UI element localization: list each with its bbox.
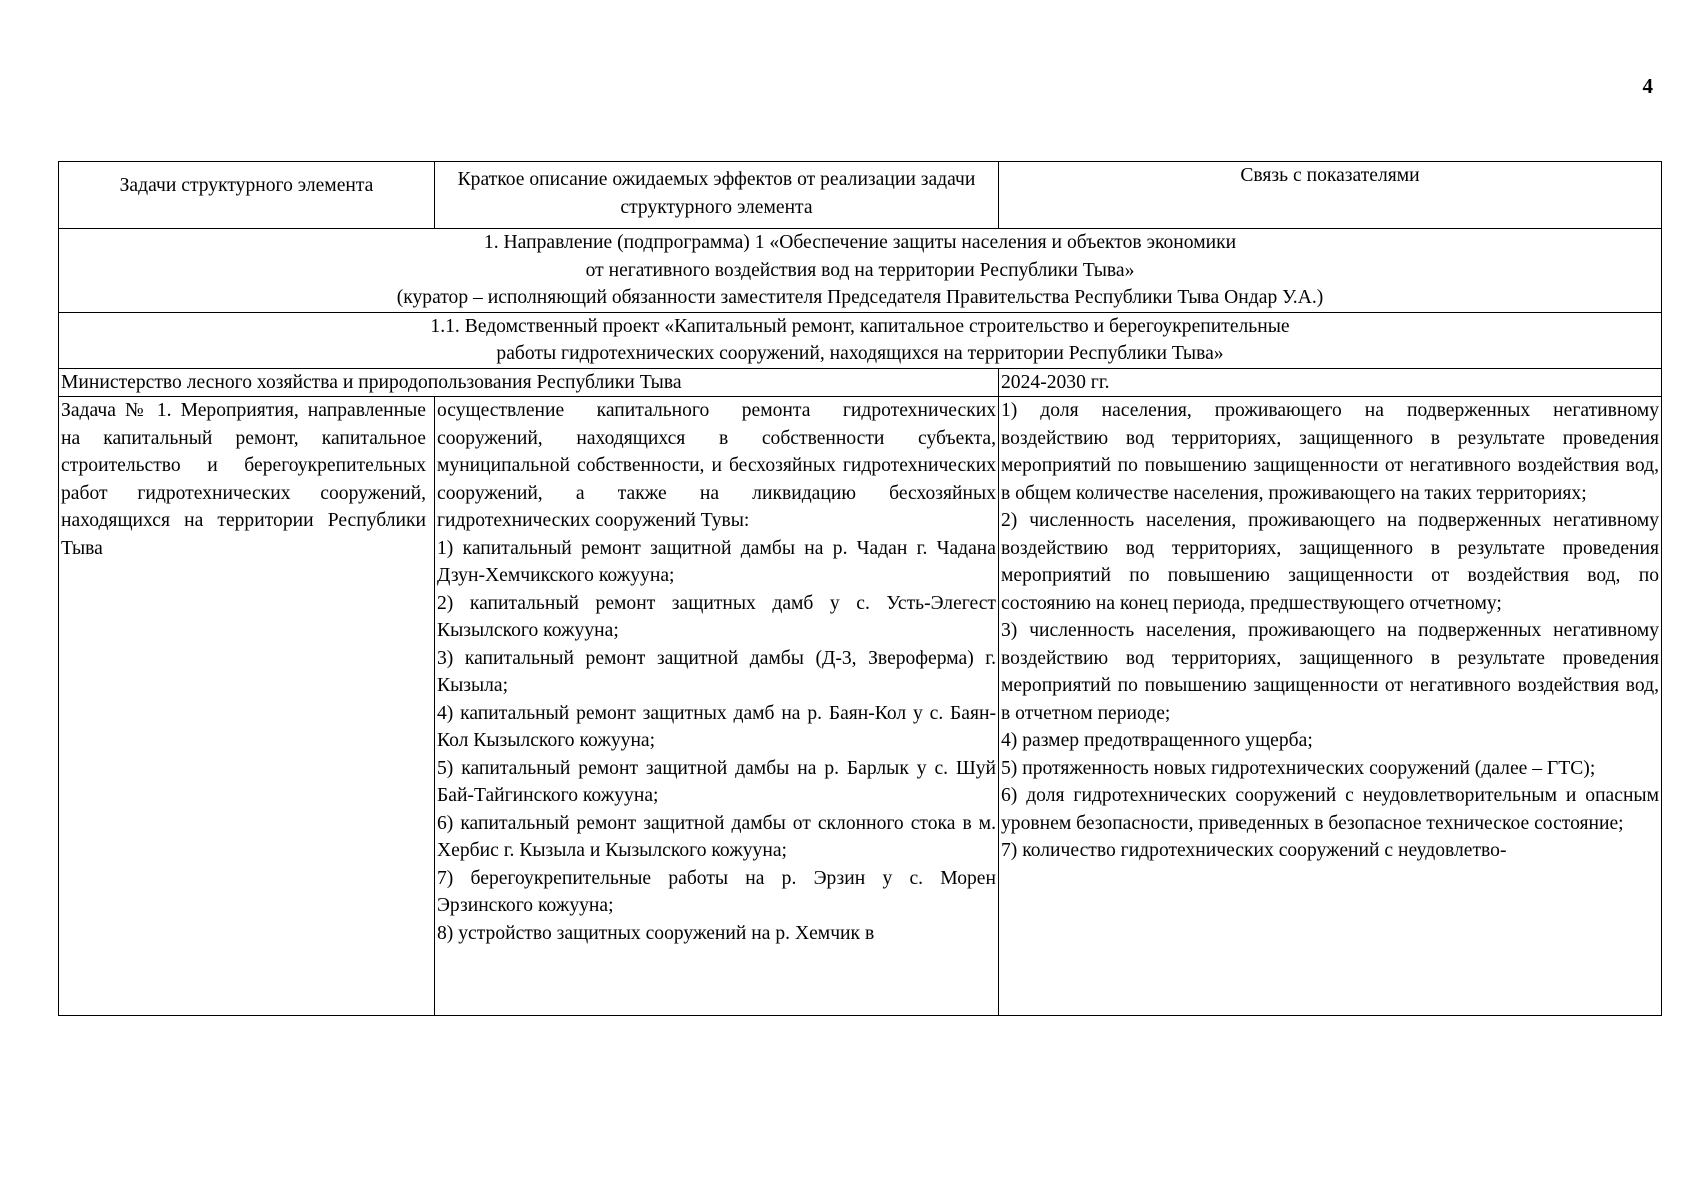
section-line-2: от негативного воздействия вод на территории Республики Тыва» xyxy=(585,259,1135,281)
effect-item: 5) капитальный ремонт защитной дамбы на р. Барлык у с. Шуй Бай-Тайгинского кожууна; xyxy=(437,757,996,806)
subsection-row xyxy=(59,312,1662,368)
effect-item: 2) капитальный ремонт защитных дамб у с. Усть-Элегест Кызылского кожууна; xyxy=(437,592,996,641)
indicator-item: 4) размер предотвращенного ущерба; xyxy=(1001,730,1313,751)
section-line-1: 1. Направление (подпрограмма) 1 «Обеспечение защиты населения и объектов экономики xyxy=(483,232,1237,253)
effect-item: 4) капитальный ремонт защитных дамб на р. Баян-Кол у с. Баян-Кол Кызылского кожууна; xyxy=(437,702,996,751)
subsection-title xyxy=(59,312,1662,368)
indicator-item: 3) численность населения, проживающего на подверженных негативному воздействию вод территориях, защищенного в результате проведения мероприятий по повышению защищенности от негативного воздействия вод, в отчетном периоде; xyxy=(1001,620,1659,724)
table-header-row xyxy=(59,162,1662,229)
section-title xyxy=(59,229,1662,313)
effect-item: 8) устройство защитных сооружений на р. Хемчик в xyxy=(437,922,875,944)
indicator-item: 5) протяженность новых гидротехнических сооружений (далее – ГТС); xyxy=(1001,757,1596,779)
effect-item: 6) капитальный ремонт защитной дамбы от склонного стока в м. Хербис г. Кызыла и Кызылского кожууна; xyxy=(437,812,996,861)
indicator-item: 2) численность населения, проживающего на подверженных негативному воздействию вод территориях, защищенного в результате проведения мероприятий по повышению защищенности от воздействия вод, по состоянию на конец периода, предшествующего отчетному; xyxy=(1001,510,1659,614)
section-row xyxy=(59,229,1662,313)
section-curator: (куратор – исполняющий обязанности заместителя Председателя Правительства Республики Тыва Ондар У.А.) xyxy=(396,287,1324,308)
task-title: Задача № 1. Мероприятия, направленные на капитальный ремонт, капитальное строительство и берегоукрепительных работ гидротехнических сооружений, находящихся на территории Республики Тыва xyxy=(59,397,435,1016)
task-row xyxy=(59,397,1662,1016)
indicator-item: 6) доля гидротехнических сооружений с неудовлетворительным и опасным уровнем безопасности, приведенных в безопасное техническое состояние; xyxy=(1001,785,1659,834)
header-tasks: Задачи структурного элемента xyxy=(59,162,435,229)
effect-item: 1) капитальный ремонт защитной дамбы на р. Чадан г. Чадана Дзун-Хемчикского кожууна; xyxy=(437,537,996,586)
indicator-item: 7) количество гидротехнических сооружений с неудовлетво- xyxy=(1001,840,1507,861)
subsection-line-2: работы гидротехнических сооружений, находящихся на территории Республики Тыва» xyxy=(496,343,1224,364)
task-indicators-cell xyxy=(999,397,1662,1016)
implementation-period: 2024-2030 гг. xyxy=(999,368,1662,397)
header-effects: Краткое описание ожидаемых эффектов от реализации задачи структурного элемента xyxy=(435,162,999,229)
subsection-line-1: 1.1. Ведомственный проект «Капитальный ремонт, капитальное строительство и берегоукрепительные xyxy=(430,315,1290,337)
structural-element-table xyxy=(58,161,1662,1016)
effects-intro: осуществление капитального ремонта гидротехнических сооружений, находящихся в собственности субъекта, муниципальной собственности, и бесхозяйных гидротехнических сооружений, а также на ликвидацию бесхозяйных гидротехнических сооружений Тувы: xyxy=(437,400,996,531)
task-effects-cell xyxy=(435,397,999,1016)
effect-item: 7) берегоукрепительные работы на р. Эрзин у с. Морен Эрзинского кожууна; xyxy=(437,867,996,916)
header-indicators: Связь с показателями xyxy=(999,162,1662,229)
page-number: 4 xyxy=(1642,74,1653,98)
effect-item: 3) капитальный ремонт защитной дамбы (Д-3, Звероферма) г. Кызыла; xyxy=(437,647,996,696)
responsible-ministry: Министерство лесного хозяйства и природопользования Республики Тыва xyxy=(59,368,999,397)
responsible-row xyxy=(59,368,1662,397)
indicator-item: 1) доля населения, проживающего на подверженных негативному воздействию вод территориях, защищенного в результате проведения мероприятий по повышению защищенности от негативного воздействия вод, в общем количестве населения, проживающего на таких территориях; xyxy=(1001,400,1659,504)
